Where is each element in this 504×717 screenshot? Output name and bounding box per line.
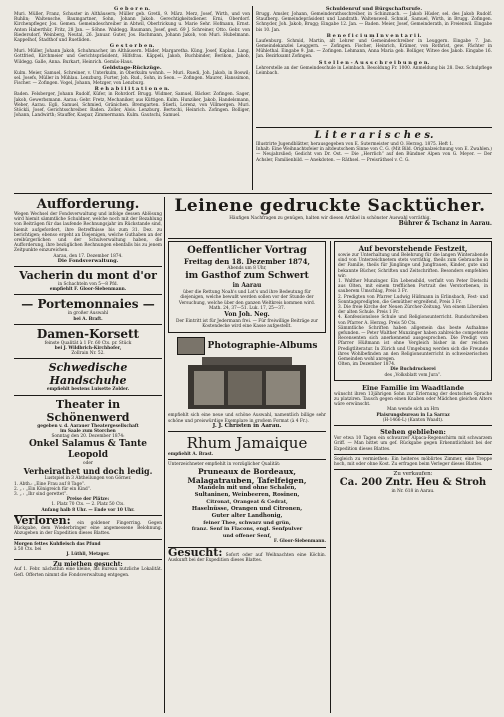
unterz-item: Sultaninen, Weinbeeren, Rosinen,: [194, 492, 300, 499]
theater-act1: 1. Abth.: „Eine Frau auf 8 Tage“.: [14, 481, 86, 487]
born-text: Muri. Müller, Franz, Schuster in Althäusern; Müller geb. Gretli, 9. März. Merz, Josef, Wirth, und von Ruhlin; Waltensche, Baumgartner, Sohn, Johann Jakob. Gerechtigkeitsdiener. Erni, Oberdorf. Kirchenpfleger, Jos. Gemen. Gemeindeschreiber in Abtwil, Oberlrickung u. Marie Sehr. Hofmann, Ernst. Anton Haberthür, Fritz, 28 Jan. — Söhne. Waldegg. Baumann, Josef, gest. 69 J. Schreiner, Otto. Gebr. von Riedersdorf, Weinberg, Neutal, 26. Januar. Guter, Jos. Bachmann, Johann Jakob, von Muri. Hubelmann. Kappelhof, Stadthof und Ruetliden.: [14, 12, 250, 44]
theater-oder: oder: [83, 461, 93, 467]
unterz-item: und offener Senf,: [222, 532, 272, 539]
unterz-item: Malagatrauben, Tafelfeigen,: [187, 476, 307, 486]
vortrag-venue: im Gasthof zum Schwert: [185, 271, 309, 282]
aufforderung-place: Aarau, den 17. Dezember 1874.: [53, 253, 123, 259]
books-sig2: des „Volksblatt vom Jura“.: [384, 372, 442, 378]
ads-right-column: [334, 241, 492, 713]
vacherin-title: Vacherin du mont d'or: [19, 269, 157, 283]
verloren-title: Verloren:: [14, 513, 71, 527]
photo-album-seller: J. J. Christen in Aarau.: [212, 422, 282, 429]
unterz-item: Guter alter Landhonig,: [211, 512, 283, 519]
books-sig1: Die Buchdruckerei: [390, 367, 436, 373]
vortrag-entry: Der Eintritt ist für Jedermann frei. — Für freiwillige Beiträge zur Kostendecke wird eine Kasse aufgestellt.: [176, 319, 318, 330]
rehab-text: Baden. Felsberger, Johann Rudolf, Küfer, in Rohrdorf. Brugg. Widmer, Samuel, Bäcker. Zofingen. Sager, Jakob, Gewerbsmann. Aarau: Gebr. Fretz, Mechaniker, aus Küttigen. Kulm. Hunziker, Jakob, Handelsmann, Weber, Aarau. Egli, Samuel, Schmied, Gränichen. Bremgarten. Stierli, Lorenz, von Villmergen. Muri. Stöckli, Josef, Gerichtsschreiber. Baden. Zoller, Alois. Lenzburg. Bertschi, Heinrich. Zofingen. Bolliger, Johann, Landwirth; Stauffer, Kaspar, Zimmermann. Kulm. Gautschi, Samuel.: [14, 92, 250, 119]
stellen-text: Lehrerstelle an der Gemeindeschule in Leimbach. Besoldung Fr. 1000. Anmeldung bis 28. Dez. Schulpflege Leimbach.: [256, 65, 492, 76]
photo-album-icon: [177, 337, 205, 355]
vacherin-seller: empfiehlt F. Gloor-Siebenmann.: [49, 287, 127, 293]
schuldenruf-text: Brugg. Amsler, Johann, Gemeinderathsschreiber, in Schinznach. — Jakob Hüsler, sel. des Jakob Rudolf. Staufberg. Gemeindepräsident und Landrath. Waltensweil. Schmid, Samuel, Wirth, in Brugg. Zofingen. Schnyder, Joh. Jakob, Brugg; Eingabe 12. Jan. — Baden. Meier, Josef, Gemeinderath, in Freienwil. Eingabe bis 10. Jan.: [256, 12, 492, 33]
handschuhe-seller: empfiehlt bestens Luisette Zolder.: [46, 387, 130, 393]
zumiethen-title: Zu miethen gesucht:: [53, 561, 123, 569]
familie-contact: Man wende sich an Hrn: [386, 407, 440, 413]
vortrag-town: in Aarau: [232, 282, 262, 290]
vortrag-time: Abends um 8 Uhr,: [227, 266, 267, 271]
aufforderung-text: Wegen Wechsel der Fondsverwaltung und infolge dessen Ablösung wird hiemit sämmtliche Schuldner, welche noch mit der Bezahlung von Beiträgen für das laufende Rechnungsjahr im Rückstande sind, hiemit aufgefordert, ihre Betreffnisse bis zum 31. Dez. zu berichtigen; ebenso ergeht an Diejenigen, welche Guthaben an der oreibürgerlichen und der Schulverwaltung haben, die Aufforderung, ihre bezüglichen Rechnungen ebenfalls bis zu jenem Zeitpunkte einzureichen.: [14, 212, 162, 254]
familie-title: Eine Familie im Waadtlande: [361, 383, 465, 392]
section-heading-born: G e b o r e n.: [114, 6, 150, 12]
sacktuecher-title: Leinene gedruckte Sacktücher.: [174, 196, 486, 216]
theater-desc: Lustspiel in 3 Abtheilungen von Görner.: [44, 476, 132, 482]
vortrag-refs: Math. 24, 37—51. Luk. 17, 25—37.: [208, 305, 286, 311]
sacktuecher-seller: Bührer & Tschanz in Aarau.: [398, 220, 492, 228]
unterz-item: Haselnüsse, Orangen und Citronen,: [191, 505, 303, 512]
stehen-title: Stehen geblieben:: [380, 428, 446, 437]
vortrag-title: Oeffentlicher Vortrag: [187, 245, 307, 256]
sacktuecher-sub: Häufigen Nachfragen zu genügen, halten wir diesen Artikel in schönster Auswahl vorräthig.: [229, 216, 431, 221]
damen-line3: Zollrain Nr. 52.: [71, 351, 105, 357]
stehen-text: Vor etwa 10 Tagen ein schwarzer Alpaca-Regenschirm mit schwarzem Griff. — Man bittet um gef. Rückgabe gegen Erkenntlichkeit bei der Expedition dieses Blattes.: [334, 436, 492, 452]
vortrag-box: [168, 241, 326, 333]
column-divider: [330, 241, 331, 713]
unterz-item: franz. Senf in Flacons, engl. Senfpulver: [191, 526, 303, 533]
ads-middle-column: [168, 241, 326, 713]
aufforderung-title: Aufforderung.: [36, 197, 140, 212]
theater-line3: Sonntag den 20. Dezember 1874:: [51, 434, 125, 440]
theater-play2: Verheirathet und doch ledig.: [23, 466, 153, 477]
book-item-3: 3. Die freie Kirche der Neuen Zürcher-Zeitung. Von einem Liberalen der alten Schule. Preis 1 Fr.: [338, 305, 488, 316]
theater-act3: 3. „ : „Ihr sind gerettet“.: [14, 492, 68, 498]
unterz-item: Pruneaux de Bordeaux,: [198, 467, 296, 477]
literary-text-1: Illustrirte Jugendblätter, herausgegeben von E. Sutermeister und O. Herzog. 1875. Heft 1.: [256, 142, 454, 147]
vortrag-speaker: Von Joh. Neg.: [224, 311, 270, 319]
photo-album-title: Photographie-Albums: [207, 341, 318, 352]
section-heading-died: G e s t o r b e n.: [109, 43, 155, 50]
banner-rule: [168, 238, 492, 239]
theater-title: Theater in Schönenwerd: [46, 397, 130, 424]
column-divider: [252, 6, 253, 190]
unterz-item: Citronat, Orangeat & Cedrat,: [206, 499, 288, 506]
theater-price: 1. Platz 70 Cts. — 2. Platz 50 Cts.: [51, 502, 125, 508]
literary-title: L i t e r a r i s c h e s.: [314, 130, 434, 141]
book-item-2: 2. Predigten von Pfarrer Ludwig Hüßmann in Erlinsbach, Fest- und Sonntagspredigten, die Gemüther ergreifend, Preis 3 Fr.: [338, 294, 488, 305]
kuhfleisch-seller: J. Lüthli, Metzger.: [66, 551, 110, 557]
books-summary: Sämmtliche Schriften haben allgemein das beste Aufnahme gefunden. — Peter Walther Munzinger haben zahlreiche competente Recensenten sich anerkennend ausgesprochen. Die Predigt von Pfarrer Hüßmann ist ohne Vergleich bisher in der reichen Predigtliteratur. In Zürich und Umgebung werden sich die Freunde ihres Wohlbefinden an den Religionsunterricht in schweizerischen Gemeinden wohl anregen.: [338, 325, 488, 363]
beneficium-text: Laufenburg. Schmid, Martin, alt Lehrer und Gemeindeschreiber in Leuggern. Eingabe 7. Jan. Gemeindekanzlei Leuggern. — Zofingen. Fischer, Heinrich, Krämer, von Rothrist, gew. Pächter in Mühlethal. Eingabe 9. Jan. — Zofingen. Lehmann, Anna Maria geb. Bolliger, Witwe des Jakob. Eingabe 16. Jan. Bezirksamt Zofingen.: [256, 38, 492, 60]
camera-icon: [182, 355, 312, 413]
kuhfleisch-line1: Morgen fettes Kuhfleisch das Pfund: [14, 541, 101, 547]
heu-stroh-title: Ca. 200 Zntr. Heu & Stroh: [339, 477, 487, 489]
theater-price-title: Preise der Plätze:: [66, 497, 110, 503]
damen-line2: bei J. Wildbrich-Kirchhofer,: [54, 346, 122, 352]
theater-line2: im Saale zum Storchen: [60, 428, 116, 434]
theater-line1: gegeben v. d. Aarauer Theatergesellschaft: [37, 423, 139, 429]
vortrag-topic: über die Rettung Noah's und Lot's und ihre Bedeutung für diejenigen, welche bewußt werden sollen vor der Stunde der Versuchung, welche über den ganzen Weltkreis kommen wird.: [178, 290, 316, 306]
zimmer-text: Sogleich zu vermiethen: Ein heiteres möblirtes Zimmer, eine Treppe hoch, mit oder ohne Kost. Zu erfragen beim Verleger dieses Blattes.: [334, 456, 492, 467]
photo-album-text: empfiehlt sich eine neue und schöne Auswahl, namentlich billige sehr schöne und preiswürdige Exemplare in großem Format (à 4 Fr.).: [168, 413, 326, 424]
section-rule: [14, 193, 492, 194]
gesucht-title: Gesucht:: [168, 545, 223, 559]
verloren-text: ein goldener Fingerring. Gegen Rückgabe, dem Wiederbringer eine angemessene Belohnung. Abzugeben in der Expedition dieses Blattes.: [14, 520, 162, 537]
vacherin-sub: in Schachteln von 5—8 Pfd.: [57, 282, 118, 288]
divider-rule: [256, 127, 492, 128]
festzeit-text: sowie zur Unterhaltung und Belehrung für die langen Winterabende sind von Unterzeichnetem stets vorräthig, theils zum Gebrauche in der Familie, theils für Jünglinge und Jungfrauen, Kinder, gute und bekannte Bücher, Schriften und Zeitschriften. Besonders empfehlen wir:: [338, 253, 488, 279]
column-divider: [164, 197, 165, 713]
portemonnaies-seller: bei A. Braft.: [73, 316, 103, 322]
section-heading-schuldenruf: Schuldenruf und Bürgschaftsrufe.: [325, 6, 423, 12]
theater-act2: 2. „ : „Ein Königreich für ein Kind“.: [14, 486, 92, 492]
photo-album-header: [168, 337, 326, 355]
literary-text-2: Inhalt: Eine Weihnachtsfeier in altdeutschem Sinne von C. G. (Mit Bild. Originalzeichnung von E. Zwahlen.) — Neujahrslied; Gedicht von Dr. Ost. — Die „Herrlich“ auf den Bündner Alpen von G. Meyer. — Der Achsler, Familienbild. — Anekdoten. — Räthsel. — Preisräthsel v. C. G.: [256, 147, 492, 163]
aufforderung-signature: Die Fondsverwaltung.: [57, 257, 119, 264]
handschuhe-title: Schwedische Handschuhe: [48, 361, 128, 388]
section-heading-beneficium: B e n e f i c i u m I n v e n t a r i i.: [326, 32, 422, 39]
kuhfleisch-line2: à 50 Cts. bei: [14, 546, 42, 552]
theater-play: Onkel Salamus & Tante Leopold: [28, 439, 148, 461]
damen-title: Damen-Korsett: [36, 326, 140, 341]
familie-text: wünscht ihren 13jährigen Sohn zur Erlernung der deutschen Sprache zu platziren. Tausch gegen einen Knaben oder Mädchen gleichen Alters wäre erwünscht.: [334, 391, 492, 408]
debt-notices-column: [256, 6, 492, 124]
literary-section: [256, 130, 492, 190]
sacktuecher-ad: [168, 196, 492, 236]
unterz-seller: F. Gloor-Siebenmann.: [273, 539, 326, 545]
geldstage-text: Kulm. Meier, Samuel, Schreiner, v. Unterkulm, in Oberkulm wohnh. — Muri. Ruedi, Joh. Jakob, in Boswil; sel. Josefs, Müller in Mühlau. Lenzburg. Furter, Joh. Rud., Sohn, in Seon. — Zofingen. Maurer, Hanssimon, Fischer. — Zofingen. Vogel, Johann, Metzger, von Lenzburg.: [14, 70, 250, 87]
section-heading-geldstage: Geldstage-Rückzüge.: [102, 64, 162, 71]
zumiethen-text: Auf 1. Febr. nächsthin eine kleine, als Bureau nutzliche Lokalität. Gefl. Offerten nimmt die Fondsverwaltung entgegen.: [14, 567, 162, 578]
gesucht-text: Sofort oder auf Weihnachten eine Köchin. Auskunft bei der Expedition dieses Blattes.: [168, 552, 326, 563]
unterz-head: Unterzeichneter empfiehlt in vorzüglicher Qualität:: [168, 462, 281, 468]
verkaufen-title: Zu verkaufen:: [393, 471, 433, 478]
books-place: Olten, im Dezember 1874.: [338, 362, 396, 368]
heu-stroh-sub: in Nr. 618 in Aarau.: [391, 489, 435, 495]
vortrag-date: Freitag den 18. Dezember 1874,: [184, 257, 310, 266]
rhum-title: Rhum Jamaique: [186, 434, 308, 453]
ads-left-column: [14, 197, 162, 713]
unterz-item: Mandeln mit und ohne Schalen,: [197, 485, 297, 492]
festzeit-title: Auf bevorstehende Festzeit,: [358, 244, 468, 253]
rhum-seller: empfiehlt A. Brast.: [168, 452, 214, 458]
section-heading-stellen: S t e l l e n - A u s s c h r e i b u n g e n.: [318, 59, 430, 66]
familie-code: (H-1466-L) (Kanton Waadt).: [382, 417, 444, 423]
familie-contact2: Plaisrungsbureau in La Sarraz: [376, 412, 450, 418]
unterz-item: feiner Thee, schwarz und grün,: [203, 519, 291, 526]
section-heading-rehab: R e h a b i l i t a t i o n e n.: [94, 86, 170, 93]
portemonnaies-title: — Portemonnaies —: [21, 297, 155, 312]
book-item-1: 1. Walther Munzinger. Ein Lebensbild, verfaßt von Peter Dietschi aus Olten, mit einem trefflichen Portrait des Verstorbenen, in sauberem Umschlag, Preis 3 Fr.: [338, 279, 488, 295]
portemonnaies-sub: in großer Auswahl: [67, 311, 109, 317]
civil-register-column: [14, 6, 250, 190]
theater-start: Anfang halb 8 Uhr. — Ende vor 10 Uhr.: [41, 507, 135, 513]
buchdruckerei-box: [334, 241, 492, 381]
died-text: Muri. Müller, Johann Jakob, Schuhmacher, im Althäusern. Mäder, Margaretha. Küng, Josef, Kaplan. Lang, Gottfried, Kirchmeier und Gerichtspräsident, Hilfsfrau. Käppeli, Jakob, Buchbinder, Berikon, Jakob, Wildegg. Galle, Anna. Burkart, Heinrich. Gemüs-Haus.: [14, 49, 250, 65]
book-item-4: 4. Konfessionslose Schule und Religionsunterricht. Rundschreiben von Pfarrer A. Herzog. Preis 50 Cts.: [338, 315, 488, 326]
damen-line1: feinste Qualität à 1 Fr. 60 Cts. pr. Stück: [44, 340, 132, 346]
